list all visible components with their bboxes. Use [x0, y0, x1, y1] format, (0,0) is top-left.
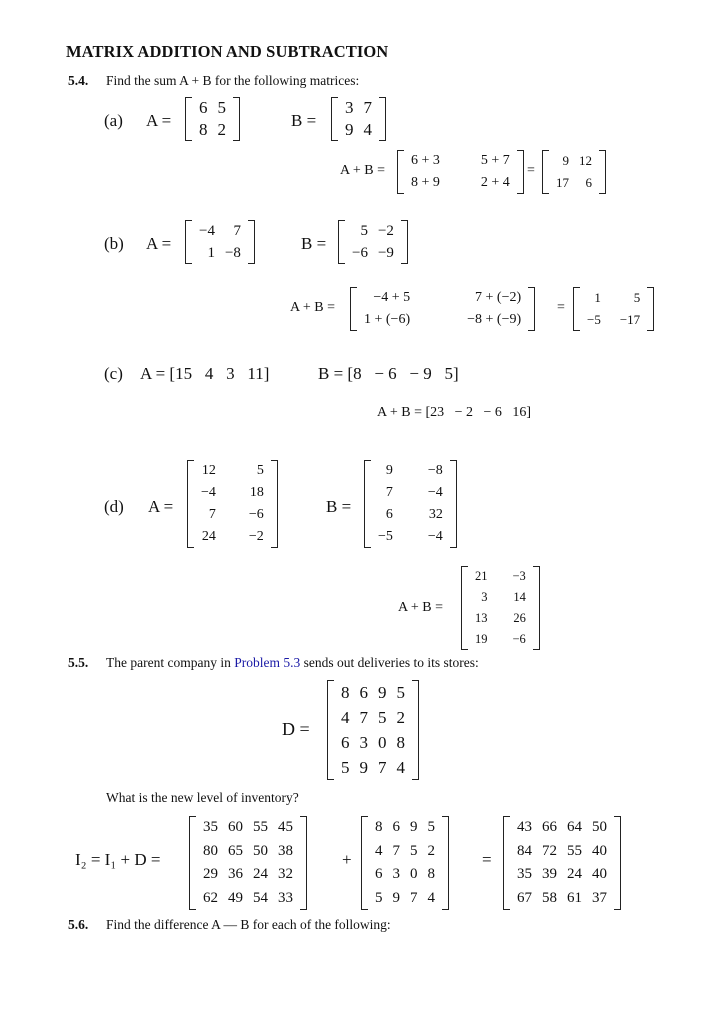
part-label-c: (c)	[104, 364, 123, 383]
matrix-cell: −8	[224, 245, 241, 261]
matrix-cell: 17	[556, 175, 569, 190]
problem-number-5-6: 5.6.	[68, 917, 89, 932]
matrix-cell: 7	[392, 842, 400, 859]
matrix-cell: 9	[385, 463, 393, 478]
matrix-a-A	[185, 97, 240, 141]
left-bracket	[503, 816, 510, 910]
matrix-a-B	[331, 97, 386, 141]
right-bracket	[647, 287, 654, 331]
matrix-cell: 60	[228, 819, 243, 835]
matrix-cell: 7	[385, 485, 393, 500]
matrix-cell: 29	[203, 866, 218, 882]
part-label-b: (b)	[104, 234, 124, 253]
matrix-cell: 6	[375, 866, 383, 882]
matrix-cell: 9	[410, 819, 418, 835]
matrix-cell: 6	[585, 175, 592, 190]
matrix-cell: 3	[345, 98, 354, 117]
matrix-cell: 67	[517, 889, 532, 906]
matrix-cell: 33	[278, 889, 293, 906]
label-b-A: A =	[146, 234, 172, 253]
part-label-a: (a)	[104, 111, 123, 130]
matrix-cell: −2	[248, 529, 264, 544]
matrix-cell: −8	[427, 463, 443, 478]
matrix-cell: 6	[392, 819, 400, 835]
matrix-a-sum-expr	[397, 150, 524, 194]
matrix-cell: 8	[341, 683, 350, 702]
matrix-cell: −3	[512, 569, 526, 583]
left-bracket	[461, 566, 468, 650]
matrix-cell: 7	[208, 507, 216, 522]
problem-text-5-4: Find the sum A + B for the following matrices:	[106, 73, 360, 88]
matrix-d-A	[187, 460, 278, 548]
right-bracket	[401, 220, 408, 264]
matrix-cell: −4	[427, 529, 443, 544]
matrix-cell: −4	[201, 485, 216, 500]
right-bracket	[300, 816, 307, 910]
label-b-B: B =	[301, 234, 327, 253]
matrix-D	[327, 680, 419, 780]
right-bracket	[450, 460, 457, 548]
left-bracket	[187, 460, 194, 548]
matrix-cell: 5	[375, 889, 383, 906]
right-bracket	[248, 220, 255, 264]
matrix-b-sum-expr	[350, 287, 535, 331]
question-5-5: What is the new level of inventory?	[106, 790, 299, 805]
matrix-cell: 9	[392, 889, 400, 906]
matrix-cell: 50	[253, 842, 268, 859]
left-bracket	[185, 220, 192, 264]
matrix-cell: 14	[513, 590, 526, 604]
matrix-cell: 3	[359, 733, 368, 752]
matrix-cell: 39	[542, 866, 557, 882]
matrix-cell: 37	[592, 889, 607, 906]
matrix-cell: 32	[278, 866, 293, 882]
matrix-cell: 5	[217, 98, 226, 117]
label-I2: I₂ = I₁ + D =	[75, 850, 161, 869]
plus-sign: +	[342, 850, 352, 869]
matrix-cell: −17	[619, 312, 641, 327]
matrix-b-sum-result	[573, 287, 654, 331]
matrix-b-A	[185, 220, 255, 264]
label-d-B: B =	[326, 497, 352, 516]
matrix-cell: 1	[594, 290, 601, 305]
matrix-d-B	[364, 460, 457, 548]
matrix-cell: 64	[567, 819, 582, 835]
matrix-cell: 38	[278, 842, 293, 859]
equals-a: =	[527, 163, 535, 178]
matrix-cell: −6	[352, 245, 368, 261]
matrix-cell: 5	[633, 290, 641, 305]
matrix-cell: 5	[378, 708, 387, 727]
matrix-cell: −4 + 5	[373, 290, 411, 305]
right-bracket	[528, 287, 535, 331]
label-b-sum: A + B =	[290, 300, 335, 315]
matrix-cell: 7	[378, 758, 387, 777]
matrix-cell: 3	[392, 866, 400, 882]
left-bracket	[364, 460, 371, 548]
matrix-cell: 24	[253, 866, 268, 882]
matrix-d-sum-result	[461, 566, 540, 650]
matrix-cell: 24	[201, 529, 216, 544]
matrix-cell: 35	[203, 819, 218, 835]
matrix-cell: 36	[228, 866, 243, 882]
matrix-cell: 45	[278, 819, 293, 835]
matrix-cell: 1	[207, 245, 215, 261]
label-D: D =	[282, 719, 310, 739]
matrix-cell: 5	[360, 223, 368, 239]
row-c-sum: A + B = [23 − 2 − 6 16]	[377, 405, 532, 420]
matrix-cell: 40	[592, 842, 607, 859]
problem-5-3-link[interactable]: Problem 5.3	[234, 655, 301, 670]
matrix-cell: 5	[256, 463, 264, 478]
left-bracket	[327, 680, 334, 780]
matrix-cell: 19	[475, 632, 488, 646]
matrix-cell: 3	[481, 590, 488, 604]
matrix-cell: 43	[517, 819, 532, 835]
matrix-cell: 72	[542, 842, 557, 859]
matrix-cell: 6	[359, 683, 368, 702]
matrix-cell: 2	[396, 708, 405, 727]
left-bracket	[189, 816, 196, 910]
matrix-cell: 6 + 3	[411, 153, 440, 168]
matrix-cell: 8	[427, 866, 435, 882]
matrix-cell: 26	[513, 611, 526, 625]
matrix-cell: 5	[341, 758, 350, 777]
matrix-cell: −6	[248, 507, 264, 522]
matrix-cell: 55	[567, 842, 582, 859]
matrix-cell: 0	[378, 733, 387, 752]
matrix-cell: 50	[592, 819, 607, 835]
matrix-a-sum-result	[542, 150, 606, 194]
section-title: MATRIX ADDITION AND SUBTRACTION	[66, 42, 389, 61]
left-bracket	[397, 150, 404, 194]
matrix-cell: 8	[396, 733, 405, 752]
matrix-cell: 13	[475, 611, 488, 625]
matrix-cell: 6	[199, 98, 208, 117]
matrix-cell: 6	[385, 507, 393, 522]
part-label-d: (d)	[104, 497, 124, 516]
label-d-A: A =	[148, 497, 174, 516]
equals-b: =	[557, 300, 565, 315]
problem-number-5-4: 5.4.	[68, 73, 89, 88]
label-a-sum: A + B =	[340, 163, 385, 178]
matrix-cell: 7	[359, 708, 368, 727]
matrix-cell: −4	[427, 485, 443, 500]
matrix-cell: 8	[199, 120, 208, 139]
left-bracket	[542, 150, 549, 194]
matrix-cell: 58	[542, 889, 557, 906]
matrix-cell: 9	[345, 120, 354, 139]
matrix-cell: 2	[217, 120, 226, 139]
matrix-I2	[503, 816, 621, 910]
matrix-cell: 62	[203, 889, 218, 906]
right-bracket	[271, 460, 278, 548]
right-bracket	[614, 816, 621, 910]
matrix-cell: 12	[579, 153, 592, 168]
matrix-cell: 9	[378, 683, 387, 702]
matrix-cell: 4	[427, 889, 435, 906]
matrix-cell: −6	[512, 632, 526, 646]
matrix-b-B	[338, 220, 408, 264]
problem-text-5-5	[106, 655, 479, 671]
right-bracket	[599, 150, 606, 194]
matrix-cell: 9	[562, 153, 569, 168]
matrix-cell: 66	[542, 819, 557, 835]
matrix-cell: 84	[517, 842, 532, 859]
row-c-A: A = [15 4 3 11]	[140, 364, 270, 383]
matrix-cell: 7	[363, 98, 372, 117]
matrix-cell: −2	[377, 223, 394, 239]
right-bracket	[412, 680, 419, 780]
matrix-cell: 24	[567, 866, 582, 882]
right-bracket	[533, 566, 540, 650]
left-bracket	[350, 287, 357, 331]
problem-text-5-5-after: sends out deliveries to its stores:	[300, 655, 479, 670]
matrix-cell: 21	[475, 569, 488, 583]
matrix-cell: −4	[199, 223, 215, 239]
matrix-cell: 40	[592, 866, 607, 882]
matrix-cell: 32	[428, 507, 443, 522]
matrix-cell: 9	[359, 758, 368, 777]
label-a-A: A =	[146, 111, 172, 130]
matrix-cell: 5	[396, 683, 405, 702]
right-bracket	[517, 150, 524, 194]
matrix-cell: 5	[410, 842, 418, 859]
problem-text-5-5-before: The parent company in	[106, 655, 235, 670]
matrix-cell: 4	[363, 120, 372, 139]
matrix-cell: 55	[253, 819, 268, 835]
matrix-cell: 61	[567, 889, 582, 906]
left-bracket	[185, 97, 192, 141]
matrix-cell: 18	[249, 485, 264, 500]
matrix-cell: 4	[341, 708, 350, 727]
matrix-cell: 35	[517, 866, 532, 882]
problem-text-5-6: Find the difference A — B for each of the following:	[106, 917, 391, 932]
matrix-I1	[189, 816, 307, 910]
row-c-B: B = [8 − 6 − 9 5]	[318, 364, 459, 383]
matrix-cell: 7	[233, 223, 241, 239]
matrix-cell: 80	[203, 842, 218, 859]
left-bracket	[338, 220, 345, 264]
left-bracket	[331, 97, 338, 141]
matrix-cell: 54	[253, 889, 268, 906]
matrix-cell: 8 + 9	[411, 175, 440, 190]
right-bracket	[379, 97, 386, 141]
matrix-cell: 1 + (−6)	[364, 312, 411, 327]
matrix-cell: 7	[410, 889, 418, 906]
matrix-cell: 8	[375, 819, 383, 835]
matrix-cell: 49	[228, 889, 243, 906]
matrix-cell: 2 + 4	[480, 175, 510, 190]
matrix-cell: 2	[427, 842, 435, 859]
matrix-cell: −5	[378, 529, 393, 544]
left-bracket	[361, 816, 368, 910]
label-d-sum: A + B =	[398, 600, 443, 615]
matrix-cell: 5	[427, 819, 435, 835]
matrix-cell: 12	[201, 463, 216, 478]
label-a-B: B =	[291, 111, 317, 130]
matrix-cell: 7 + (−2)	[475, 290, 522, 305]
matrix-cell: −8 + (−9)	[467, 312, 522, 327]
matrix-cell: −9	[377, 245, 394, 261]
matrix-cell: 65	[228, 842, 243, 859]
right-bracket	[442, 816, 449, 910]
matrix-cell: −5	[587, 312, 601, 327]
left-bracket	[573, 287, 580, 331]
matrix-cell: 5 + 7	[480, 153, 510, 168]
right-bracket	[233, 97, 240, 141]
equals-5-5: =	[482, 850, 492, 869]
matrix-cell: 0	[410, 866, 418, 882]
matrix-cell: 4	[375, 842, 383, 859]
matrix-cell: 6	[341, 733, 350, 752]
matrix-D-repeat	[361, 816, 449, 910]
matrix-cell: 4	[396, 758, 405, 777]
problem-number-5-5: 5.5.	[68, 655, 89, 670]
